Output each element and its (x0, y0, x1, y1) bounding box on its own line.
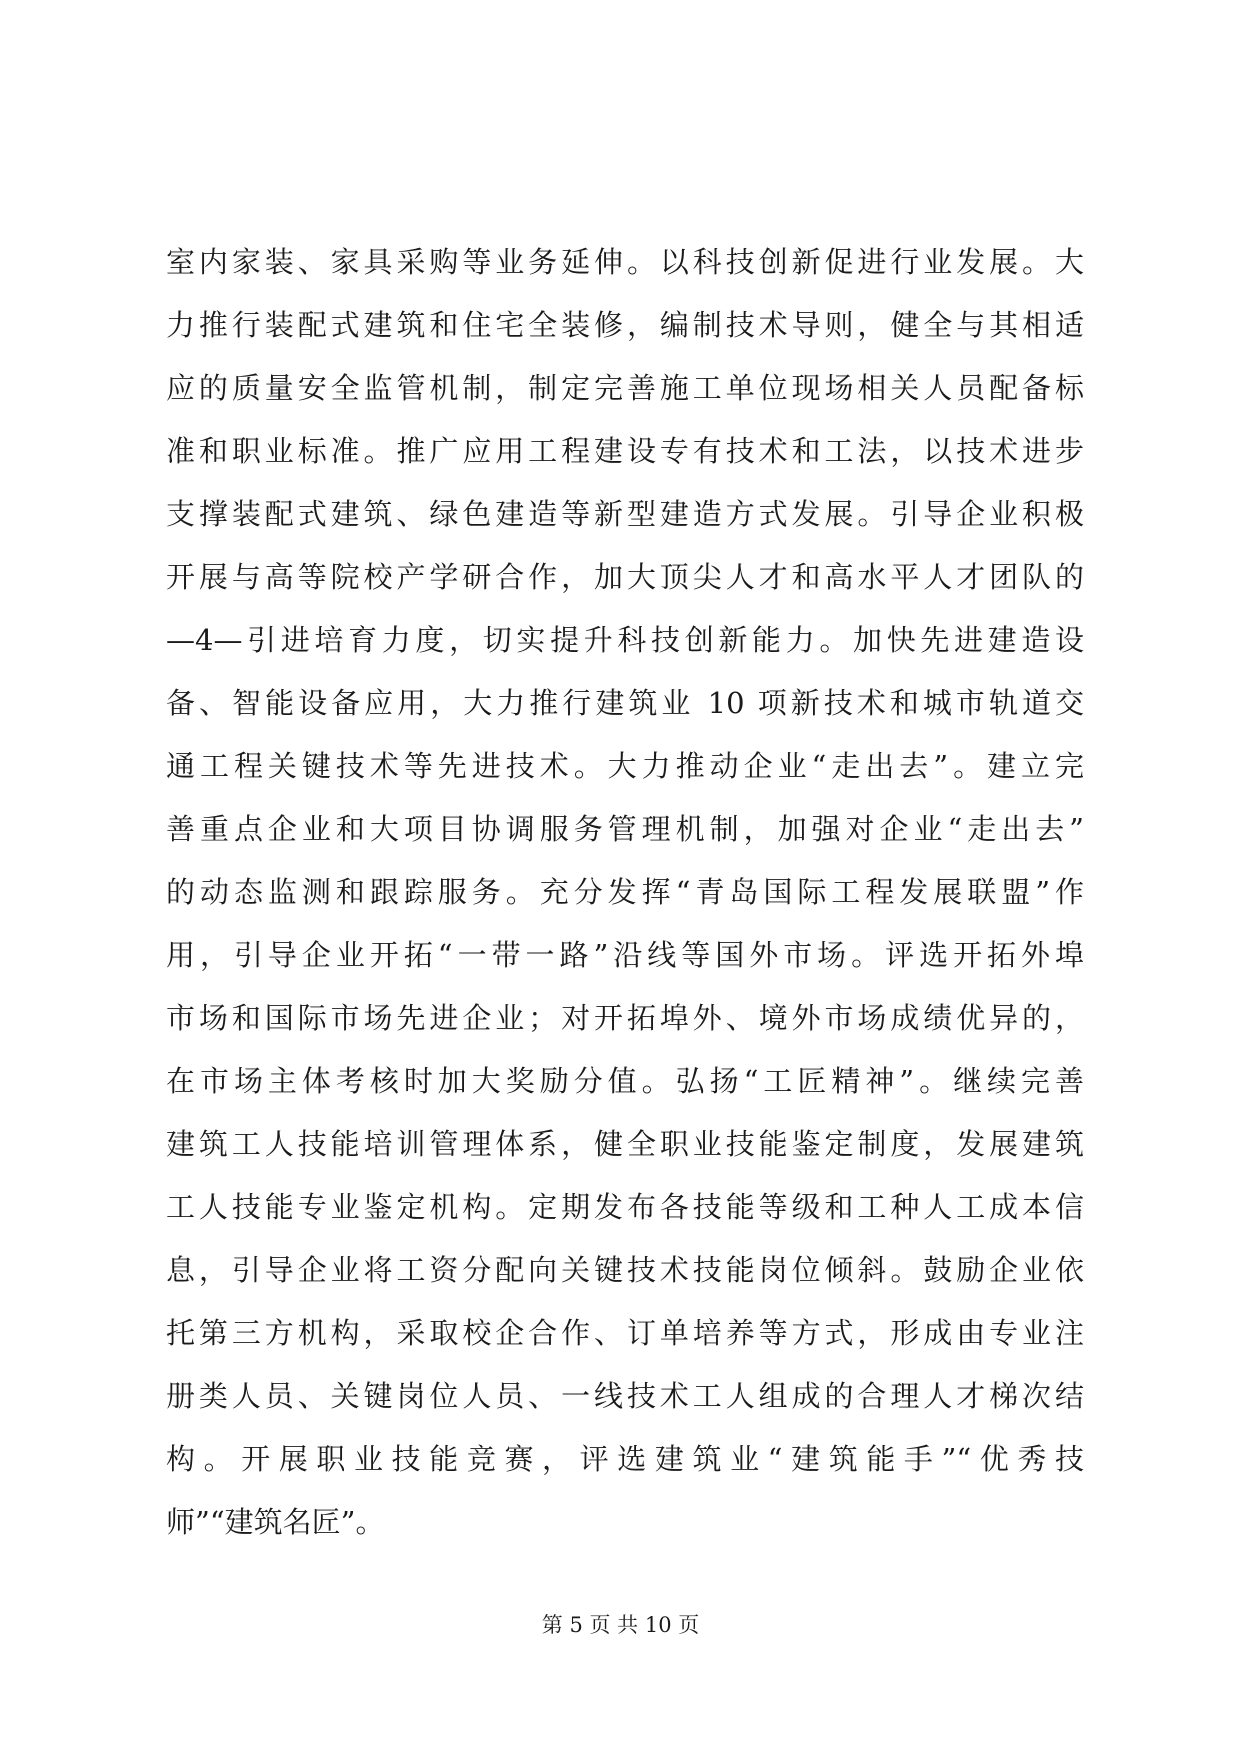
text-line-6: 开展与高等院校产学研合作，加大顶尖人才和高水平人才团队的 (166, 560, 1084, 594)
page-number-footer: 第 5 页 共 10 页 (541, 1613, 700, 1637)
text-line-2: 力推行装配式建筑和住宅全装修，编制技术导则，健全与其相适 (166, 308, 1084, 342)
text-line-20: 构。开展职业技能竞赛，评选建筑业“建筑能手”“优秀技 (166, 1442, 1084, 1476)
body-paragraph (166, 231, 1084, 1554)
text-line-10: 善重点企业和大项目协调服务管理机制，加强对企业“走出去” (166, 812, 1084, 846)
text-line-3: 应的质量安全监管机制，制定完善施工单位现场相关人员配备标 (166, 371, 1084, 405)
text-line-5: 支撑装配式建筑、绿色建造等新型建造方式发展。引导企业积极 (166, 497, 1084, 531)
text-line-18: 托第三方机构，采取校企合作、订单培养等方式，形成由专业注 (166, 1316, 1084, 1350)
text-line-14: 在市场主体考核时加大奖励分值。弘扬“工匠精神”。继续完善 (166, 1064, 1084, 1098)
text-line-7: —4—引进培育力度，切实提升科技创新能力。加快先进建造设 (166, 623, 1084, 657)
text-line-1: 室内家装、家具采购等业务延伸。以科技创新促进行业发展。大 (166, 245, 1084, 279)
text-line-8: 备、智能设备应用，大力推行建筑业 10 项新技术和城市轨道交 (166, 686, 1084, 720)
text-line-4: 准和职业标准。推广应用工程建设专有技术和工法，以技术进步 (166, 434, 1084, 468)
text-line-11: 的动态监测和跟踪服务。充分发挥“青岛国际工程发展联盟”作 (166, 875, 1084, 909)
text-line-9: 通工程关键技术等先进技术。大力推动企业“走出去”。建立完 (166, 749, 1084, 783)
text-line-17: 息，引导企业将工资分配向关键技术技能岗位倾斜。鼓励企业依 (166, 1253, 1084, 1287)
text-line-16: 工人技能专业鉴定机构。定期发布各技能等级和工种人工成本信 (166, 1190, 1084, 1224)
text-line-13: 市场和国际市场先进企业；对开拓埠外、境外市场成绩优异的， (166, 1001, 1084, 1035)
text-line-15: 建筑工人技能培训管理体系，健全职业技能鉴定制度，发展建筑 (166, 1127, 1084, 1161)
text-line-21: 师”“建筑名匠”。 (166, 1505, 385, 1539)
text-line-12: 用，引导企业开拓“一带一路”沿线等国外市场。评选开拓外埠 (166, 938, 1084, 972)
text-line-19: 册类人员、关键岗位人员、一线技术工人组成的合理人才梯次结 (166, 1379, 1084, 1413)
